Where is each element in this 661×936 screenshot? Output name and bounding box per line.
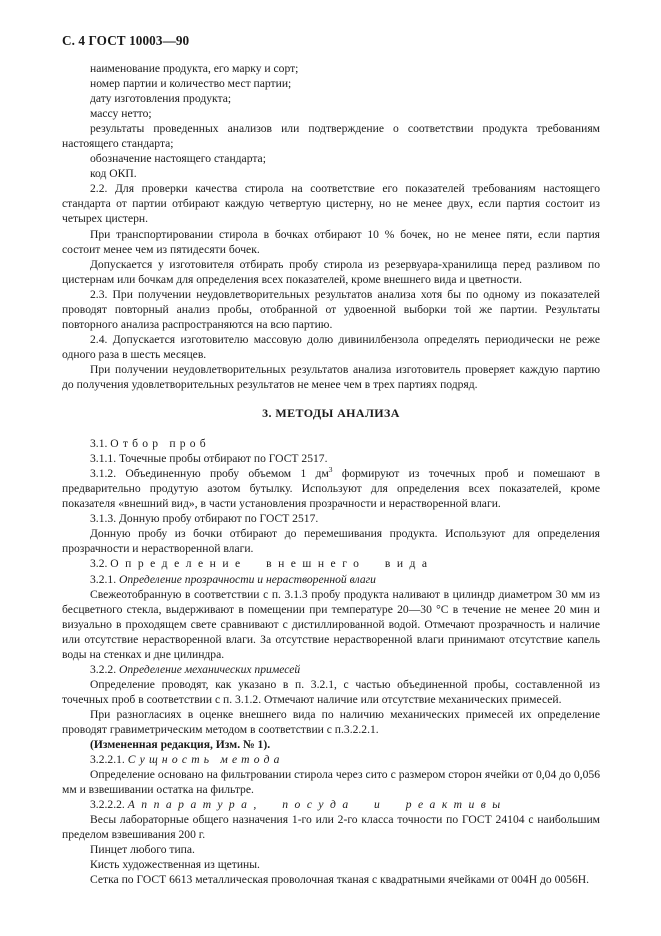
paragraph-2-3: 2.3. При получении неудовлетворительных результатов анализа хотя бы по одному из показателей проводят повторный анализ пробы, отобранной от удвоенной выборки той же партии. Результаты повторного анализа распространяются на всю партию. — [62, 287, 600, 331]
paragraph-3-2-2-1 — [62, 752, 600, 767]
paragraph-2-2: 2.2. Для проверки качества стирола на соответствие его показателей требованиям настоящего стандарта от партии отбирают каждую четвертую цистерну, но не менее двух, если партия состоит из четырех цистерн. — [62, 182, 600, 226]
paragraph-brush: Кисть художественная из щетины. — [90, 858, 260, 872]
paragraph-product-name: наименование продукта, его марку и сорт; — [90, 62, 299, 75]
paragraph-3-1-1: 3.1.1. Точечные пробы отбирают по ГОСТ 2517. — [90, 452, 328, 466]
paragraph-3-1-2 — [62, 466, 600, 511]
superscript: 3 — [328, 465, 333, 475]
paragraph-mesh: Сетка по ГОСТ 6613 металлическая проволочная тканая с квадратными ячейками от 004Н до 0056Н. — [90, 873, 590, 887]
clause-title-appearance: Определение внешнего вида — [110, 557, 434, 571]
paragraph-3-1-3: 3.1.3. Донную пробу отбирают по ГОСТ 2517. — [90, 512, 319, 526]
paragraph-3-2-2-2 — [62, 797, 600, 812]
section-heading-methods: 3. МЕТОДЫ АНАЛИЗА — [262, 406, 400, 421]
paragraph-barrels: При транспортировании стирола в бочках отбирают 10 % бочек, но не менее пяти, если партия состоит менее чем из пятидесяти бочек. — [62, 227, 600, 256]
clause-number: 3.2.2.2. — [90, 798, 125, 812]
paragraph-unsatisfactory-results: При получении неудовлетворительных результатов анализа изготовитель проверяет каждую партию до получения удовлетворительных результатов не менее чем в трех партиях подряд. — [62, 362, 600, 391]
paragraph-3-2 — [62, 556, 600, 571]
paragraph-3-2-1 — [62, 572, 600, 587]
clause-title-essence: Сущность метода — [127, 753, 284, 767]
document-body — [62, 61, 600, 887]
paragraph-net-mass: массу нетто; — [90, 107, 152, 121]
paragraph-3-1 — [62, 436, 600, 451]
paragraph-reservoir-sample: Допускается у изготовителя отбирать пробу стирола из резервуара-хранилища перед разливом по цистернам или бочкам для определения всех показателей, кроме внешнего вида и цветности. — [62, 257, 600, 286]
clause-title-impurities: Определение механических примесей — [119, 662, 301, 676]
clause-number: 3.2.1. — [90, 572, 117, 586]
paragraph-amendment-note: (Измененная редакция, Изм. № 1). — [90, 738, 271, 752]
paragraph-okp-code: код ОКП. — [90, 167, 137, 181]
paragraph-standard-designation: обозначение настоящего стандарта; — [90, 152, 266, 166]
paragraph-scales: Весы лабораторные общего назначения 1-го или 2-го класса точности по ГОСТ 24104 с наибольшим пределом взвешивания 200 г. — [62, 813, 600, 842]
paragraph-filtration: Определение основано на фильтровании стирола через сито с размером сторон ячейки от 0,04 до 0,056 мм и взвешивании остатка на фильтре. — [62, 768, 600, 797]
paragraph-impurities-method: Определение проводят, как указано в п. 3.2.1, с частью объединенной пробы, составленной из точечных проб в соответствии с п. 3.1.2. Отмечают наличие или отсутствие механических примесей. — [62, 677, 600, 706]
paragraph-2-4: 2.4. Допускается изготовителю массовую долю дивинилбензола определять периодически не реже одного раза в шесть месяцев. — [62, 332, 600, 361]
running-header: С. 4 ГОСТ 10003—90 — [62, 33, 190, 48]
paragraph-disagreements: При разногласиях в оценке внешнего вида по наличию механических примесей их определение проводят гравиметрическим методом в соответствии с п.3.2.2.1. — [62, 707, 600, 736]
clause-number: 3.2. — [90, 557, 108, 571]
paragraph-analysis-results: результаты проведенных анализов или подтверждение о соответствии продукта требованиям настоящего стандарта; — [62, 122, 600, 151]
text-part: формируют из точечных проб и помешают в предварительно продутую азотом бутылку. Используют для определения всех показателей, кроме показателя «внешний вид», в части установления прозрачности и нерастворенной влаги. — [62, 467, 600, 511]
paragraph-tweezers: Пинцет любого типа. — [90, 843, 195, 857]
text-part: 3.1.2. Объединенную пробу объемом 1 дм — [90, 467, 329, 481]
paragraph-batch-number: номер партии и количество мест партии; — [90, 77, 292, 91]
paragraph-bottom-sample: Донную пробу из бочки отбирают до перемешивания продукта. Используют для определения прозрачности и нерастворенной влаги. — [62, 527, 600, 556]
clause-title-apparatus: Аппаратура, посуда и реактивы — [127, 798, 507, 812]
clause-title-transparency: Определение прозрачности и нерастворенной влаги — [119, 572, 376, 586]
clause-title-sampling: Отбор проб — [110, 437, 210, 451]
clause-number: 3.1. — [90, 437, 108, 451]
paragraph-production-date: дату изготовления продукта; — [90, 92, 232, 106]
clause-number: 3.2.2.1. — [90, 753, 125, 767]
paragraph-3-2-2 — [62, 662, 600, 677]
paragraph-transparency-method: Свежеотобранную в соответствии с п. 3.1.3 пробу продукта наливают в цилиндр диаметром 30 мм из бесцветного стекла, выдерживают в помещении при температуре 20—30 °С в течение не менее 20 мин и визуально в проходящем свете сравнивают с дистиллированной водой. Отмечают прозрачность и наличие или отсутствие нерастворенной влаги. За отсутствие нерастворенной влаги принимают отсутствие капель воды на стенках и дне цилиндра. — [62, 587, 600, 661]
clause-number: 3.2.2. — [90, 662, 117, 676]
